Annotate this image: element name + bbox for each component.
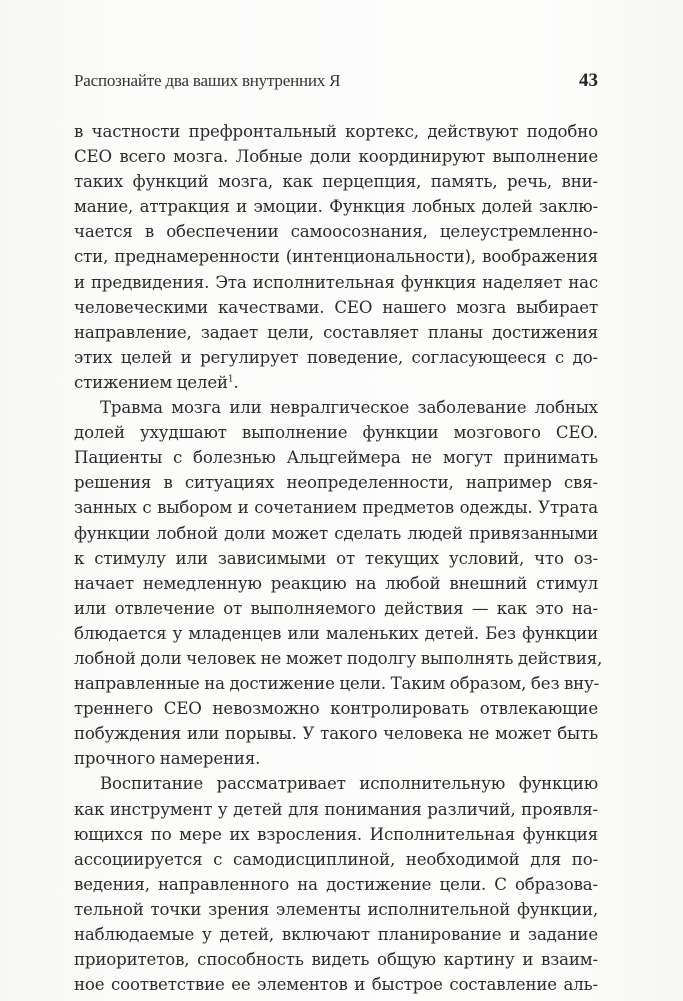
text-line: начает немедленную реакцию на любой внешний стимул: [74, 573, 598, 593]
text-line: ведения, направленного на достижение цели. С образова-: [74, 874, 598, 894]
body-text: [74, 119, 603, 997]
paragraph-1: [74, 119, 598, 395]
text-line: как инструмент у детей для понимания различий, проявля-: [74, 799, 598, 819]
text-line: направленные на достижение цели. Таким образом, без вну-: [74, 674, 600, 694]
text-line: таких функций мозга, как перцепция, память, речь, вни-: [74, 172, 598, 192]
text-line: приоритетов, способность видеть общую картину и взаим-: [74, 950, 598, 970]
text-line: сти, преднамеренности (интенциональности), воображения: [74, 247, 598, 267]
paragraph-3: [74, 771, 598, 997]
text-line-last: [74, 370, 598, 395]
text-line: CEO всего мозга. Лобные доли координируют выполнение: [74, 147, 598, 167]
page-number: 43: [579, 70, 598, 91]
text-line: функции лобной доли может сделать людей привязанными: [74, 523, 598, 543]
text-line: этих целей и регулирует поведение, согласующееся с до-: [74, 347, 598, 367]
text-line: наблюдаемые у детей, включают планирование и задание: [74, 925, 598, 944]
text-line: ющихся по мере их взросления. Исполнительная функция: [74, 824, 598, 844]
text-line: мание, аттракция и эмоции. Функция лобных долей заклю-: [74, 197, 598, 217]
text-line: к стимулу или зависимыми от текущих условий, что оз-: [74, 548, 598, 568]
footnote-marker[interactable]: 1: [227, 374, 234, 385]
text-line: ное соответствие ее элементов и быстрое составление аль-: [74, 975, 598, 995]
text-line: блюдается у младенцев или маленьких детей. Без функции: [74, 623, 598, 643]
text-line: чается в обеспечении самоосознания, целеустремленно-: [74, 222, 598, 242]
text-line: побуждения или порывы. У такого человека не может быть: [74, 724, 598, 744]
text-line: долей ухудшают выполнение функции мозгового CEO.: [74, 423, 598, 443]
text-line: решения в ситуациях неопределенности, например свя-: [74, 473, 598, 493]
running-title: Распознайте два ваших внутренних Я: [74, 71, 341, 90]
text-line: треннего CEO невозможно контролировать отвлекающие: [74, 699, 598, 719]
text-line: или отвлечение от выполняемого действия — как это на-: [74, 598, 598, 618]
paragraph-2: [74, 395, 603, 771]
text-line: ассоциируется с самодисциплиной, необходимой для по-: [74, 849, 598, 869]
text-line: лобной доли человек не может подолгу выполнять действия,: [74, 648, 603, 668]
text-fragment: стижением целей: [74, 372, 228, 392]
text-line: Воспитание рассматривает исполнительную функцию: [100, 774, 598, 794]
text-line: и предвидения. Эта исполнительная функция наделяет нас: [74, 272, 598, 292]
text-line: направление, задает цели, составляет планы достижения: [74, 322, 598, 342]
text-line-last: прочного намерения.: [74, 749, 261, 769]
text-line: Пациенты с болезнью Альцгеймера не могут принимать: [74, 448, 598, 468]
text-fragment: .: [233, 372, 239, 392]
text-line: Травма мозга или невралгическое заболевание лобных: [100, 398, 598, 418]
text-line: занных с выбором и сочетанием предметов одежды. Утрата: [74, 498, 598, 518]
text-line: тельной точки зрения элементы исполнительной функции,: [74, 899, 598, 919]
text-line: человеческими качествами. CEO нашего мозга выбирает: [74, 297, 598, 317]
text-line: в частности префронтальный кортекс, действуют подобно: [74, 122, 598, 141]
running-header: [74, 70, 598, 92]
